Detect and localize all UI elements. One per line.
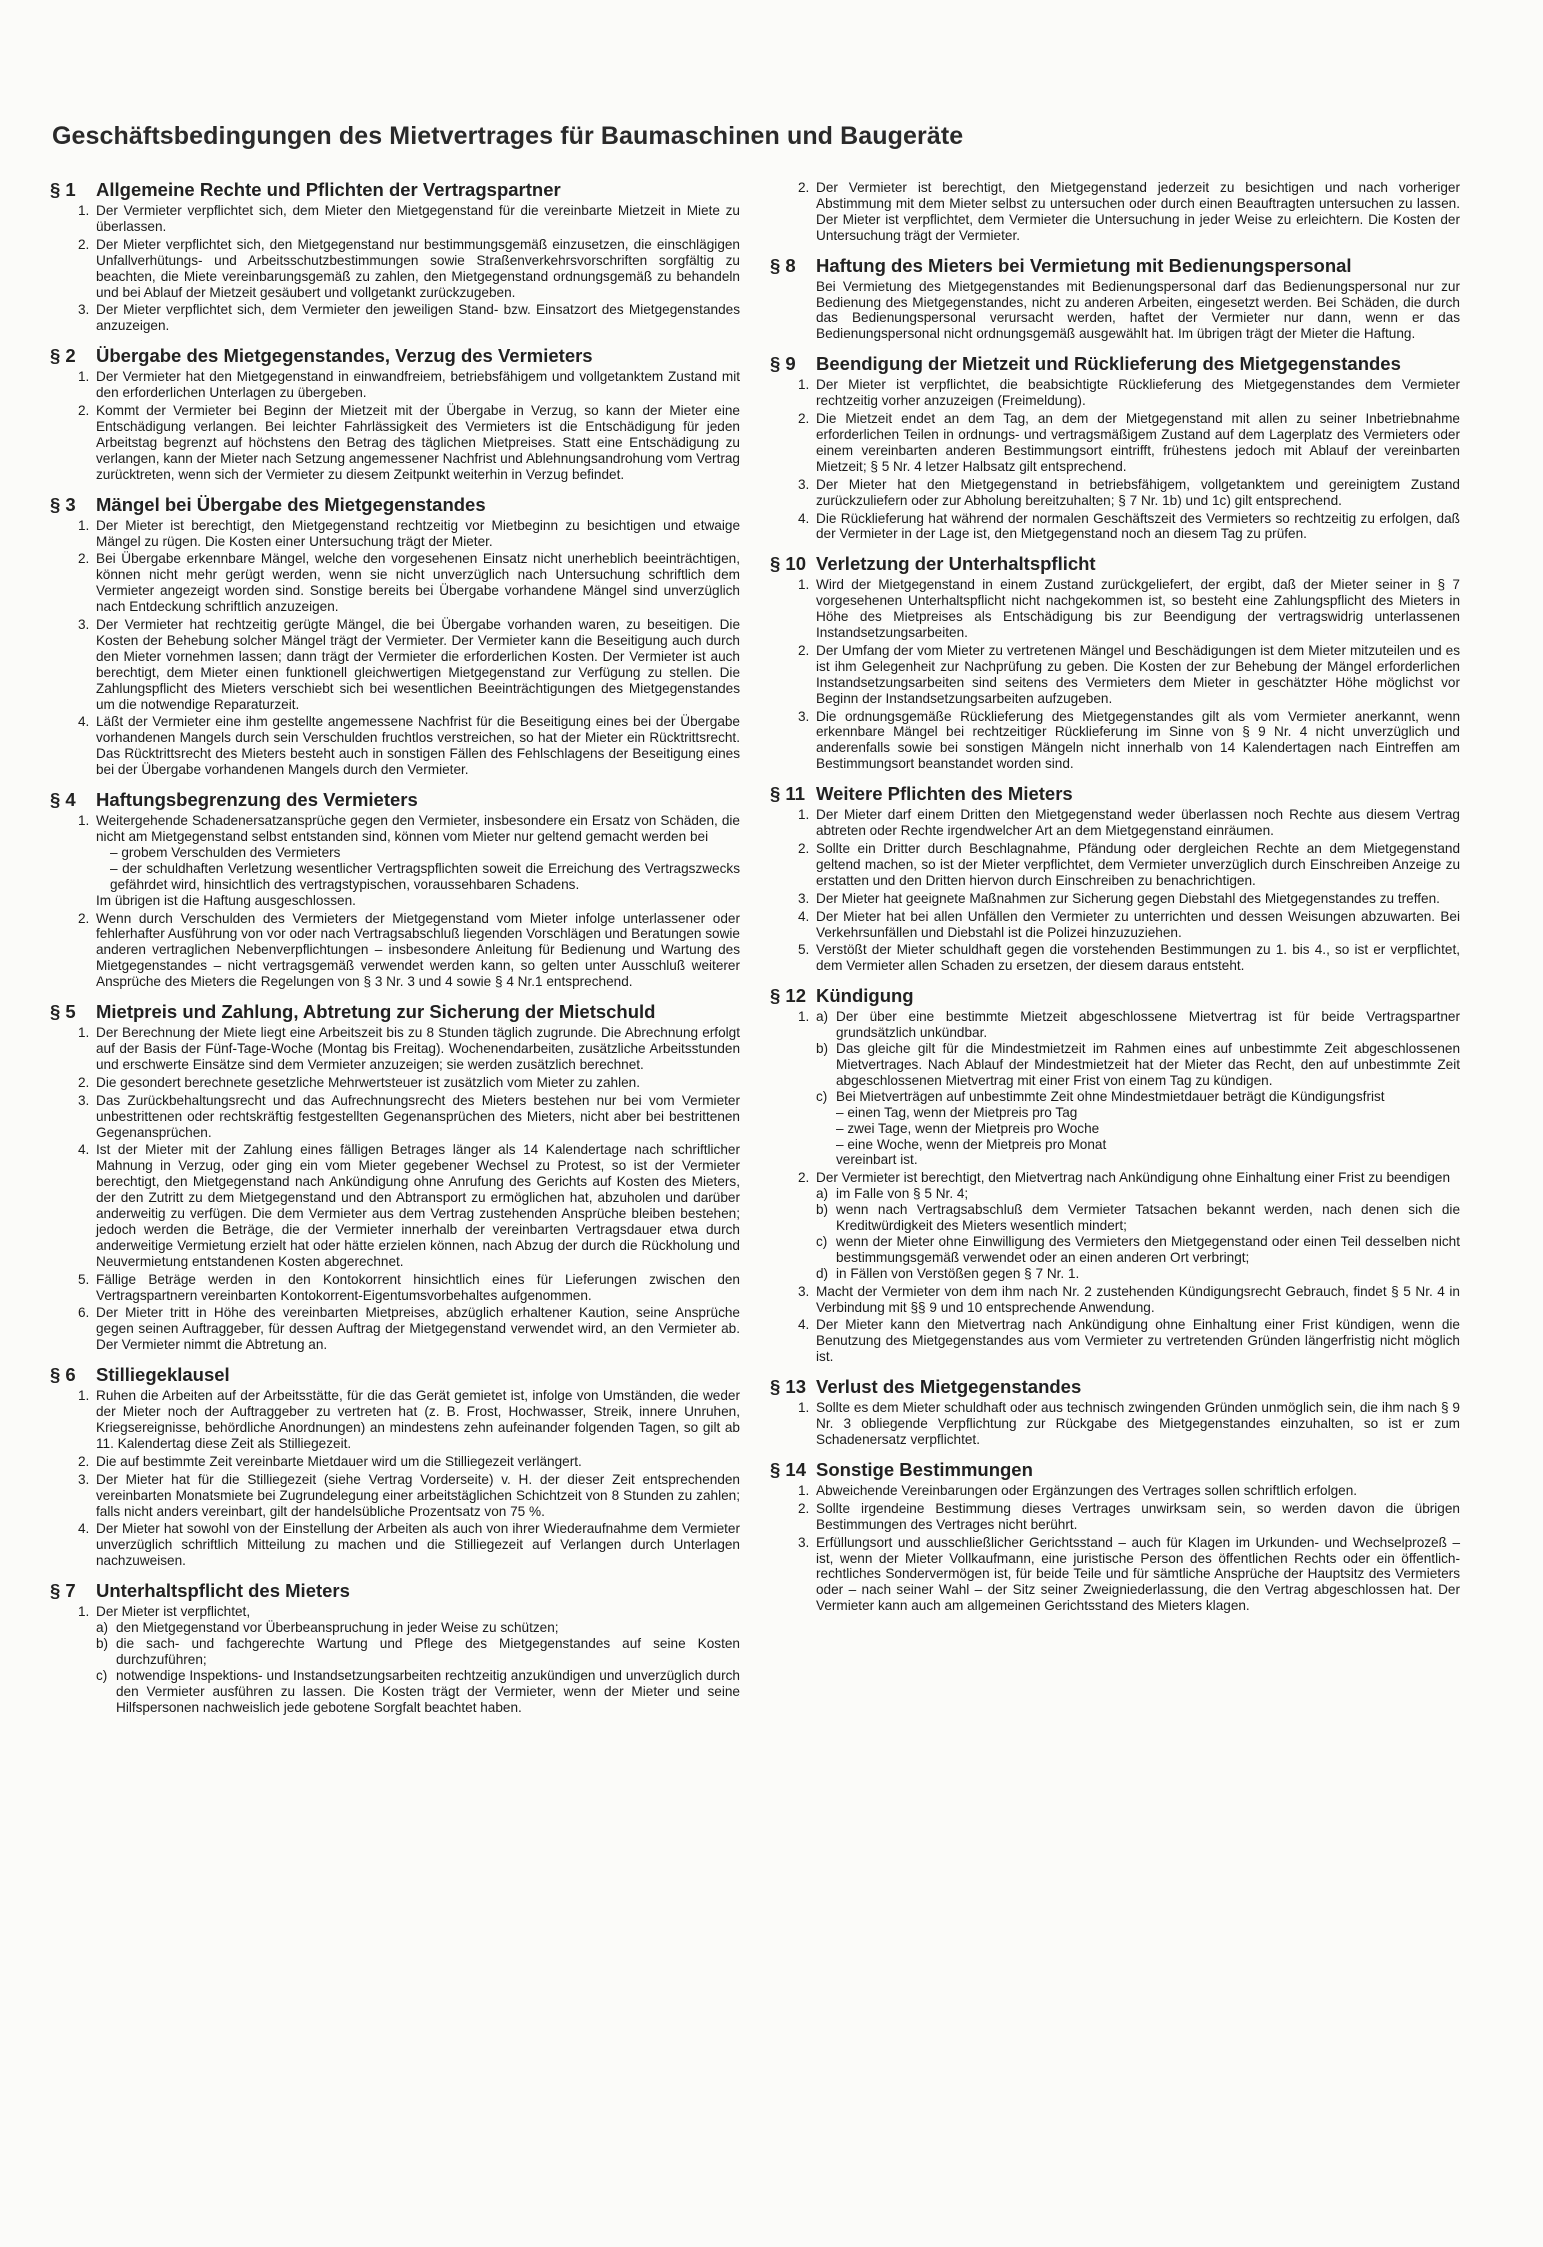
document-title: Geschäftsbedingungen des Mietvertrages für Baumaschinen und Baugeräte bbox=[52, 122, 964, 150]
sub-text: vereinbart ist. bbox=[836, 1152, 918, 1168]
item-number: 1. bbox=[78, 1388, 90, 1404]
item-number: 2. bbox=[78, 1074, 90, 1090]
section-7-continued bbox=[770, 180, 1460, 244]
section-title: Verletzung der Unterhaltspflicht bbox=[816, 553, 1096, 575]
item-number: 1. bbox=[798, 1400, 810, 1416]
item-number: 1. bbox=[78, 203, 90, 218]
list-item bbox=[78, 403, 740, 483]
sub-text: notwendige Inspektions- und Instandsetzungsarbeiten rechtzeitig anzukündigen und unverzüglich durch den Vermieter ausführen zu lassen. Die Kosten trägt der Vermieter, wenn der Mieter und seine Hilfspersonen nachweislich jede gebotene Sorgfalt beachtet haben. bbox=[116, 1667, 740, 1715]
list-item bbox=[78, 1453, 740, 1470]
section-number: § 7 bbox=[50, 1580, 76, 1602]
section-6 bbox=[50, 1365, 740, 1569]
item-number: 2. bbox=[78, 403, 90, 419]
list-item bbox=[798, 1317, 1460, 1365]
item-number: 1. bbox=[78, 517, 90, 533]
sub-list bbox=[816, 1186, 1460, 1281]
item-text: Der Vermieter hat den Mietgegenstand in einwandfreiem, betriebsfähigem und vollgetanktem Zustand mit den erforderlichen Unterlagen zu übergeben. bbox=[96, 369, 740, 401]
section-items bbox=[50, 518, 740, 779]
section-number: § 14 bbox=[770, 1458, 807, 1480]
list-item bbox=[798, 1283, 1460, 1316]
section-8 bbox=[770, 256, 1460, 343]
item-number: 1. bbox=[798, 1482, 810, 1498]
section-number: § 12 bbox=[770, 985, 807, 1007]
section-11 bbox=[770, 784, 1460, 974]
list-item bbox=[798, 476, 1460, 509]
section-title: Stilliegeklausel bbox=[96, 1364, 230, 1386]
item-number: 4. bbox=[78, 714, 90, 730]
item-text: Das Zurückbehaltungsrecht und das Aufrechnungsrecht des Mieters bestehen nur bei vom Vermieter unbestrittenen oder rechtskräftig festgestellten Gegenansprüchen des Mieters, nicht aber bei bestrittenen Gegenansprüchen. bbox=[96, 1092, 740, 1140]
sub-label: c) bbox=[816, 1233, 828, 1249]
item-text: Der Mieter verpflichtet sich, dem Vermieter den jeweiligen Stand- bzw. Einsatzort des Mietgegenstandes anzuzeigen. bbox=[96, 302, 740, 334]
section-title: Haftungsbegrenzung des Vermieters bbox=[96, 789, 418, 811]
item-number: 1. bbox=[798, 1009, 810, 1025]
list-item bbox=[78, 517, 740, 550]
item-text: Läßt der Vermieter eine ihm gestellte angemessene Nachfrist für die Beseitigung eines bei der Übergabe vorhandenen Mangels durch sein Verschulden fruchtlos verstreichen, so hat der Mieter ein Rücktrittsrecht. Das Rücktrittsrecht des Mieters besteht auch in sonstigen Fällen des Fehlschlagens der Beseitigung eines bei der Übergabe vorhandenen Mangels durch den Vermieter. bbox=[96, 714, 740, 778]
list-item bbox=[798, 1170, 1460, 1281]
sub-item bbox=[816, 1041, 1460, 1089]
list-item bbox=[798, 908, 1460, 941]
item-number: 2. bbox=[798, 841, 810, 856]
item-text: Der Mieter tritt in Höhe des vereinbarten Mietpreises, abzüglich erhaltener Kaution, seine Ansprüche gegen seinen Auftraggeber, für dessen Auftrag der Mietgegenstand verwendet wird, an den Vermieter ab. Der Vermieter nimmt die Abtretung an. bbox=[96, 1305, 740, 1353]
item-number: 4. bbox=[798, 1317, 810, 1333]
item-text: Ist der Mieter mit der Zahlung eines fälligen Betrages länger als 14 Kalendertage nach schriftlicher Mahnung in Verzug, oder ging ein vom Mieter gegebener Wechsel zu Protest, so ist der Vermieter berechtigt, den Mietgegenstand nach Ankündigung ohne Anrufung des Gerichts auf Kosten des Mieters, der den Zutritt zu dem Mietgegenstand und den Abtransport zu ermöglichen hat, abzuholen und darüber anderweitig zu verfügen. Die dem Vermieter aus dem Vertrag zustehenden Ansprüche bleiben bestehen; jedoch werden die Beträge, die der Vermieter innerhalb der vereinbarten Vertragsdauer etwa durch anderweitige Vermietung erzielt hat oder hätte erzielen können, nach Abzug der durch die Rückholung und Neuvermietung entstandenen Kosten abgerechnet. bbox=[96, 1142, 740, 1269]
list-item bbox=[798, 890, 1460, 907]
item-number: 4. bbox=[798, 908, 810, 924]
item-text: Der Mieter hat sowohl von der Einstellung der Arbeiten als auch von ihrer Wiederaufnahme dem Vermieter unverzüglich schriftlich Mitteilung zu machen und die Stilliegezeit auf Verlangen durch Unterlagen nachzuweisen. bbox=[96, 1521, 740, 1569]
item-number: 1. bbox=[798, 577, 810, 593]
item-number: 3. bbox=[798, 1534, 810, 1550]
section-text: Bei Vermietung des Mietgegenstandes mit Bedienungspersonal darf das Bedienungspersonal nur zur Bedienung des Mietgegenstandes, nicht zu anderen Arbeiten, eingesetzt werden. Bei Schäden, die durch das Bedienungspersonal verursacht werden, haftet der Vermieter nur dann, wenn er das Bedienungspersonal nicht ordnungsgemäß ausgewählt hat. Im übrigen trägt der Mieter die Haftung. bbox=[816, 278, 1460, 342]
list-item bbox=[78, 714, 740, 778]
section-items bbox=[770, 180, 1460, 244]
sub-text: Der über eine bestimmte Mietzeit abgeschlossene Mietvertrag ist für beide Vertragspartner grundsätzlich unkündbar. bbox=[836, 1009, 1460, 1041]
item-text: Die auf bestimmte Zeit vereinbarte Mietdauer wird um die Stilliegezeit verlängert. bbox=[96, 1453, 582, 1469]
item-number: 3. bbox=[78, 617, 90, 633]
section-items bbox=[770, 577, 1460, 772]
item-text: Fällige Beträge werden in den Kontokorrent hinsichtlich eines für Lieferungen zwischen den Vertragspartnern vereinbarten Kontokorrent-Eigentumsvorbehaltes aufgenommen. bbox=[96, 1271, 740, 1303]
item-number: 2. bbox=[78, 910, 90, 926]
list-item bbox=[798, 841, 1460, 889]
list-item bbox=[78, 1142, 740, 1269]
dash-line: – einen Tag, wenn der Mietpreis pro Tag bbox=[836, 1104, 1078, 1120]
left-column bbox=[50, 180, 740, 1728]
section-title: Übergabe des Mietgegenstandes, Verzug des Vermieters bbox=[96, 345, 593, 367]
item-number: 5. bbox=[78, 1271, 90, 1287]
sub-label: c) bbox=[816, 1088, 828, 1104]
section-5 bbox=[50, 1002, 740, 1353]
item-number: 3. bbox=[798, 890, 810, 906]
section-number: § 9 bbox=[770, 353, 796, 375]
item-text: Der Mieter hat für die Stilliegezeit (siehe Vertrag Vorderseite) v. H. der dieser Zeit entsprechenden vereinbarten Monatsmiete bei Zugrundelegung einer arbeitstäglichen Schichtzeit von 8 Stunden zu zahlen; falls nicht anders vereinbart, gilt der handelsübliche Prozentsatz von 75 %. bbox=[96, 1471, 740, 1519]
section-title: Haftung des Mieters bei Vermietung mit Bedienungspersonal bbox=[816, 254, 1352, 276]
section-title: Sonstige Bestimmungen bbox=[816, 1458, 1033, 1480]
section-3 bbox=[50, 495, 740, 779]
item-text: Die ordnungsgemäße Rücklieferung des Mietgegenstandes gilt als vom Vermieter anerkannt, wenn erkennbare Mängel bei rechtzeitiger Rücklieferung im Sinne von § 9 Nr. 4 nicht unverzüglich und anderenfalls sowie bei sonstigen Mängeln nicht innerhalb von 14 Kalendertagen nach Eintreffen am Bestimmungsort beanstandet worden sind. bbox=[816, 708, 1460, 772]
item-text: Der Mieter darf einem Dritten den Mietgegenstand weder überlassen noch Rechte aus diesem Vertrag abtreten oder Rechte irgendwelcher Art an dem Mietgegenstand einräumen. bbox=[816, 807, 1460, 839]
section-items bbox=[50, 1388, 740, 1569]
item-text: Der Mieter hat den Mietgegenstand in betriebsfähigem, vollgetanktem und gereinigtem Zustand zurückzuliefern oder zur Abholung bereitzuhalten; § 7 Nr. 1b) und 1c) gilt entsprechend. bbox=[816, 476, 1460, 508]
item-number: 2. bbox=[798, 1500, 810, 1516]
sub-label: a) bbox=[96, 1620, 109, 1636]
item-text: Der Mieter verpflichtet sich, den Mietgegenstand nur bestimmungsgemäß einzusetzen, die einschlägigen Unfallverhütungs- und Arbeitsschutzbestimmungen sowie Straßenverkehrsvorschriften sorgfältig zu beachten, die Miete vereinbarungsgemäß zu zahlen, den Mietgegenstand ordnungsgemäß zu behandeln und bei Ablauf der Mietzeit gesäubert und vollgetankt zurückzugeben. bbox=[96, 236, 740, 300]
section-items bbox=[770, 377, 1460, 542]
sub-text: Bei Mietverträgen auf unbestimmte Zeit ohne Mindestmietdauer beträgt die Kündigungsfrist bbox=[836, 1088, 1385, 1104]
item-text: Sollte es dem Mieter schuldhaft oder aus technisch zwingenden Gründen unmöglich sein, die ihm nach § 9 Nr. 3 obliegende Verpflichtung zur Rückgabe des Mietgegenstandes einzuhalten, so ist er zum Schadenersatz verpflichtet. bbox=[816, 1400, 1460, 1447]
section-title: Weitere Pflichten des Mieters bbox=[816, 783, 1073, 805]
item-number: 3. bbox=[78, 302, 90, 318]
item-text: Erfüllungsort und ausschließlicher Gerichtsstand – auch für Klagen im Urkunden- und Wechselprozeß – ist, wenn der Mieter Vollkaufmann, eine juristische Person des öffentlichen Rechts oder ein öffentlich-rechtliches Sondervermögen ist, für beide Teile und für sämtliche Ansprüche der Hauptsitz des Vermieters oder – nach seiner Wahl – der Sitz seiner Zweigniederlassung, die den Vertrag abgeschlossen hat. Der Vermieter kann auch am allgemeinen Gerichtsstand des Mieters klagen. bbox=[816, 1534, 1460, 1614]
section-title: Mängel bei Übergabe des Mietgegenstandes bbox=[96, 493, 486, 515]
section-items bbox=[770, 1483, 1460, 1614]
section-10 bbox=[770, 554, 1460, 772]
list-item bbox=[78, 369, 740, 401]
section-title: Verlust des Mietgegenstandes bbox=[816, 1376, 1082, 1398]
item-text: Der Vermieter ist berechtigt, den Mietvertrag nach Ankündigung ohne Einhaltung einer Frist zu beendigen bbox=[816, 1170, 1451, 1186]
list-item bbox=[78, 1471, 740, 1520]
sub-item bbox=[96, 1620, 740, 1636]
item-text: Wird der Mietgegenstand in einem Zustand zurückgeliefert, der ergibt, daß der Mieter seiner in § 7 vorgesehenen Unterhaltspflicht nicht nachgekommen ist, so besteht eine Zahlungspflicht des Mieters in Höhe des Mietpreises als Entschädigung bis zur Beendigung der vertragswidrig unterlassenen Instandsetzungsarbeiten. bbox=[816, 577, 1460, 641]
section-number: § 13 bbox=[770, 1376, 807, 1398]
item-text: Der Vermieter hat rechtzeitig gerügte Mängel, die bei Übergabe vorhanden waren, zu beseitigen. Die Kosten der Behebung solcher Mängel trägt der Vermieter. Der Vermieter kann die Beseitigung auch durch den Mieter vornehmen lassen; dann trägt der Vermieter die erforderlichen Kosten. Der Vermieter ist auch berechtigt, dem Mieter einen funktionell gleichwertigen Mietgegenstand zur Verfügung zu stellen. Die Zahlungspflicht des Mieters verschiebt sich bei wesentlichen Beeinträchtigungen des Mietgegenstandes um die notwendige Reparaturzeit. bbox=[96, 617, 740, 712]
sub-label: b) bbox=[816, 1202, 829, 1218]
list-item bbox=[78, 1521, 740, 1569]
list-item bbox=[798, 1500, 1460, 1533]
item-text: Sollte irgendeine Bestimmung dieses Vertrages unwirksam sein, so werden davon die übrigen Bestimmungen des Vertrages nicht berührt. bbox=[816, 1500, 1460, 1532]
section-items bbox=[50, 1604, 740, 1715]
list-item bbox=[798, 807, 1460, 839]
list-item bbox=[78, 1074, 740, 1091]
section-title: Allgemeine Rechte und Pflichten der Vertragspartner bbox=[96, 179, 561, 200]
dash-line: – der schuldhaften Verletzung wesentlicher Vertragspflichten soweit die Erreichung des Vertragszwecks gefährdet wird, hinsichtlich des vertragstypischen, voraussehbaren Schadens. bbox=[110, 860, 740, 892]
item-text: Verstößt der Mieter schuldhaft gegen die vorstehenden Bestimmungen zu 1. bis 4., so ist er verpflichtet, dem Vermieter allen Schaden zu ersetzen, der diesem daraus entsteht. bbox=[816, 942, 1460, 974]
item-number: 2. bbox=[78, 236, 90, 252]
sub-label: b) bbox=[816, 1041, 829, 1057]
list-item bbox=[78, 1388, 740, 1452]
item-number: 1. bbox=[798, 807, 810, 823]
item-text: Abweichende Vereinbarungen oder Ergänzungen des Vertrages sollen schriftlich erfolgen. bbox=[816, 1482, 1358, 1498]
item-number: 3. bbox=[798, 476, 810, 492]
section-title: Unterhaltspflicht des Mieters bbox=[96, 1580, 350, 1602]
list-item bbox=[78, 302, 740, 334]
section-number: § 4 bbox=[50, 789, 76, 811]
sub-item bbox=[816, 1234, 1460, 1266]
section-number: § 5 bbox=[50, 1001, 76, 1023]
sub-item bbox=[816, 1202, 1460, 1234]
sub-label: b) bbox=[96, 1635, 109, 1651]
sub-item bbox=[96, 1668, 740, 1716]
section-number: § 8 bbox=[770, 254, 796, 276]
sub-text: die sach- und fachgerechte Wartung und Pflege des Mietgegenstandes auf seine Kosten durchzuführen; bbox=[116, 1635, 740, 1667]
sub-text: wenn nach Vertragsabschluß dem Vermieter Tatsachen bekannt werden, nach denen sich die Kreditwürdigkeit des Mieters wesentlich mindert; bbox=[836, 1202, 1460, 1234]
item-number: 2. bbox=[78, 551, 90, 567]
item-number: 1. bbox=[78, 1025, 90, 1041]
item-number: 4. bbox=[78, 1521, 90, 1537]
item-text: Der Berechnung der Miete liegt eine Arbeitszeit bis zu 8 Stunden täglich zugrunde. Die Abrechnung erfolgt auf der Basis der Fünf-Tage-Woche (Montag bis Freitag). Wochenendarbeiten, zusätzliche Arbeitsstunden und erschwerte Einsätze sind dem Vermieter anzuzeigen; sie werden zusätzlich berechnet. bbox=[96, 1025, 740, 1072]
section-items bbox=[50, 203, 740, 334]
sub-list bbox=[816, 1009, 1460, 1168]
sub-label: a) bbox=[816, 1009, 829, 1025]
section-items bbox=[770, 807, 1460, 974]
item-text: Ruhen die Arbeiten auf der Arbeitsstätte, für die das Gerät gemietet ist, infolge von Umständen, die weder der Mieter noch der Auftraggeber zu vertreten hat (z. B. Frost, Hochwasser, Streik, innere Unruhen, Kriegsereignisse, behördliche Anordnungen) an mindestens zehn aufeinander folgenden Tagen, so gilt ab 11. Kalendertag diese Zeit als Stilliegezeit. bbox=[96, 1388, 740, 1451]
item-text: Die Rücklieferung hat während der normalen Geschäftszeit des Vermieters so rechtzeitig zu erfolgen, daß der Vermieter in der Lage ist, den Mietgegenstand noch an diesem Tag zu prüfen. bbox=[816, 510, 1460, 542]
dash-line: – zwei Tage, wenn der Mietpreis pro Woche bbox=[836, 1120, 1100, 1136]
item-number: 3. bbox=[78, 1471, 90, 1487]
section-13 bbox=[770, 1377, 1460, 1448]
list-item bbox=[798, 577, 1460, 641]
sub-text: Das gleiche gilt für die Mindestmietzeit im Rahmen eines auf unbestimmte Zeit abgeschlossenen Mietvertrages. Nach Ablauf der Mindestmietzeit hat der Mieter das Recht, den auf unbestimmte Zeit abgeschlossenen Mietvertrag mit einer Frist von einem Tag zu kündigen. bbox=[836, 1041, 1460, 1088]
item-text: Die Mietzeit endet an dem Tag, an dem der Mietgegenstand mit allen zu seiner Inbetriebnahme erforderlichen Teilen in ordnungs- und vertragsmäßigem Zustand auf dem Lagerplatz des Vermieters oder einem vereinbarten anderen Bestimmungsort eintrifft, frühestens jedoch mit Ablauf der vereinbarten Mietzeit; § 5 Nr. 4 letzer Halbsatz gilt entsprechend. bbox=[816, 411, 1460, 474]
item-number: 2. bbox=[798, 411, 810, 427]
section-items bbox=[770, 1400, 1460, 1448]
list-item bbox=[798, 942, 1460, 974]
sub-label: c) bbox=[96, 1667, 108, 1683]
section-items bbox=[770, 1284, 1460, 1366]
sub-item bbox=[816, 1009, 1460, 1041]
item-text: Der Mieter kann den Mietvertrag nach Ankündigung ohne Einhaltung einer Frist kündigen, wenn die Benutzung des Mietgegenstandes aus vom Vermieter zu vertretenden Gründen längerfristig nicht möglich ist. bbox=[816, 1317, 1460, 1365]
sub-item bbox=[96, 1636, 740, 1668]
section-number: § 2 bbox=[50, 345, 76, 367]
section-2 bbox=[50, 346, 740, 482]
item-text: Der Mieter hat bei allen Unfällen den Vermieter zu unterrichten und dessen Weisungen abzuwarten. Bei Verkehrsunfällen und Diebstahl ist die Polizei hinzuzuziehen. bbox=[816, 908, 1460, 940]
item-number: 5. bbox=[798, 942, 810, 958]
list-item bbox=[798, 180, 1460, 244]
section-number: § 11 bbox=[770, 783, 805, 805]
list-item bbox=[798, 411, 1460, 475]
item-text: Bei Übergabe erkennbare Mängel, welche den vorgesehenen Einsatz nicht unerheblich beeinträchtigen, können nicht mehr gerügt werden, wenn sie nicht unverzüglich nach Untersuchung schriftlich dem Vermieter angezeigt worden sind. Sonstige bereits bei Übergabe vorhandene Mängel sind unverzüglich nach Entdeckung schriftlich anzuzeigen. bbox=[96, 551, 740, 615]
item-text: Macht der Vermieter von dem ihm nach Nr. 2 zustehenden Kündigungsrecht Gebrauch, findet § 5 Nr. 4 in Verbindung mit §§ 9 und 10 entsprechende Anwendung. bbox=[816, 1283, 1460, 1315]
list-item bbox=[78, 813, 740, 908]
item-text: Der Mieter ist verpflichtet, die beabsichtigte Rücklieferung des Mietgegenstandes dem Vermieter rechtzeitig vorher anzuzeigen (Freimeldung). bbox=[816, 377, 1460, 409]
item-text: Der Mieter ist berechtigt, den Mietgegenstand rechtzeitig vor Mietbeginn zu besichtigen und etwaige Mängel zu rügen. Die Kosten einer Untersuchung trägt der Mieter. bbox=[96, 517, 740, 549]
dash-line: – grobem Verschulden des Vermieters bbox=[110, 844, 341, 860]
list-item bbox=[798, 1482, 1460, 1499]
item-text: Kommt der Vermieter bei Beginn der Mietzeit mit der Übergabe in Verzug, so kann der Mieter eine Entschädigung verlangen. Bei leichter Fahrlässigkeit des Vermieters ist die Entschädigung für jeden Arbeitstag begrenzt auf höchstens den Betrag des täglichen Mietpreises. Statt eine Entschädigung zu verlangen, kann der Mieter nach Setzung angemessener Nachfrist und Ablehnungsandrohung vom Vertrag zurücktreten, wenn sich der Vermieter zu diesem Zeitpunkt weiterhin in Verzug befindet. bbox=[96, 403, 740, 482]
item-text: Die gesondert berechnete gesetzliche Mehrwertsteuer ist zusätzlich vom Mieter zu zahlen. bbox=[96, 1074, 641, 1090]
item-number: 1. bbox=[78, 369, 90, 385]
section-7 bbox=[50, 1581, 740, 1715]
list-item bbox=[798, 510, 1460, 543]
list-item bbox=[78, 1025, 740, 1073]
item-text: Der Mieter ist verpflichtet, bbox=[96, 1604, 251, 1620]
right-column bbox=[770, 180, 1460, 1626]
section-items bbox=[50, 1025, 740, 1353]
list-item bbox=[798, 1534, 1460, 1615]
list-item bbox=[798, 708, 1460, 773]
item-text: Der Vermieter verpflichtet sich, dem Mieter den Mietgegenstand für die vereinbarte Mietzeit in Miete zu überlassen. bbox=[96, 203, 740, 234]
section-items bbox=[770, 1009, 1460, 1281]
item-number: 4. bbox=[78, 1142, 90, 1158]
item-number: 6. bbox=[78, 1305, 90, 1321]
section-1 bbox=[50, 180, 740, 334]
list-item bbox=[78, 236, 740, 301]
section-9 bbox=[770, 354, 1460, 542]
sub-text: in Fällen von Verstößen gegen § 7 Nr. 1. bbox=[836, 1265, 1080, 1281]
item-text: Sollte ein Dritter durch Beschlagnahme, Pfändung oder dergleichen Rechte an dem Mietgegenstand geltend machen, so ist der Mieter verpflichtet, dem Vermieter unverzüglich durch Einschreiben Anzeige zu erstatten und den Dritten hiervon durch Einschreiben zu benachrichtigen. bbox=[816, 841, 1460, 888]
item-number: 2. bbox=[798, 180, 810, 195]
sub-item bbox=[816, 1186, 1460, 1202]
item-number: 1. bbox=[78, 1604, 90, 1620]
sub-item bbox=[816, 1089, 1460, 1169]
sub-text: im Falle von § 5 Nr. 4; bbox=[836, 1186, 969, 1202]
sub-label: a) bbox=[816, 1186, 829, 1202]
item-text: Im übrigen ist die Haftung ausgeschlossen. bbox=[96, 892, 356, 908]
section-14 bbox=[770, 1460, 1460, 1614]
item-number: 3. bbox=[78, 1092, 90, 1108]
list-item bbox=[78, 203, 740, 235]
list-item bbox=[78, 551, 740, 615]
sub-text: den Mietgegenstand vor Überbeanspruchung in jeder Weise zu schützen; bbox=[116, 1620, 559, 1636]
item-number: 4. bbox=[798, 510, 810, 526]
list-item bbox=[798, 1009, 1460, 1168]
section-title: Beendigung der Mietzeit und Rücklieferung des Mietgegenstandes bbox=[816, 353, 1401, 375]
item-text: Der Vermieter ist berechtigt, den Mietgegenstand jederzeit zu besichtigen und nach vorheriger Abstimmung mit dem Mieter selbst zu untersuchen oder durch einen Beauftragten untersuchen zu lassen. Der Mieter ist verpflichtet, dem Vermieter die Untersuchung in jeder Weise zu erleichtern. Die Kosten der Untersuchung trägt der Vermieter. bbox=[816, 180, 1460, 243]
list-item bbox=[798, 642, 1460, 707]
section-items bbox=[50, 369, 740, 482]
sub-list bbox=[96, 1620, 740, 1715]
item-number: 1. bbox=[798, 377, 810, 393]
item-number: 2. bbox=[798, 1170, 810, 1186]
list-item bbox=[78, 1092, 740, 1141]
section-number: § 1 bbox=[50, 179, 76, 200]
item-text: Der Umfang der vom Mieter zu vertretenen Mängel und Beschädigungen ist dem Mieter mitzuteilen und es ist ihm Gelegenheit zur Nachprüfung zu geben. Die Kosten der zur Behebung der Mängel erforderlichen Instandsetzungsarbeiten sind seitens des Vermieters dem Mieter in geschätzter Höhe möglichst vor Beginn der Instandsetzungsarbeiten aufzugeben. bbox=[816, 642, 1460, 706]
item-number: 3. bbox=[798, 1283, 810, 1299]
list-item bbox=[78, 617, 740, 712]
item-number: 2. bbox=[798, 642, 810, 658]
item-number: 2. bbox=[78, 1453, 90, 1469]
item-text: Der Mieter hat geeignete Maßnahmen zur Sicherung gegen Diebstahl des Mietgegenstandes zu treffen. bbox=[816, 890, 1440, 906]
list-item bbox=[78, 1604, 740, 1715]
list-item bbox=[798, 377, 1460, 409]
list-item bbox=[798, 1400, 1460, 1448]
sub-text: wenn der Mieter ohne Einwilligung des Vermieters den Mietgegenstand oder einen Teil desselben nicht bestimmungsgemäß verwendet oder an einen anderen Ort verbringt; bbox=[836, 1233, 1460, 1265]
list-item bbox=[78, 1271, 740, 1304]
section-number: § 3 bbox=[50, 493, 76, 515]
section-12 bbox=[770, 986, 1460, 1365]
sub-item bbox=[816, 1266, 1460, 1282]
section-items bbox=[50, 813, 740, 990]
item-number: 3. bbox=[798, 708, 810, 724]
section-title: Kündigung bbox=[816, 985, 914, 1007]
list-item bbox=[78, 1305, 740, 1353]
item-number: 1. bbox=[78, 813, 90, 829]
item-text: Wenn durch Verschulden des Vermieters der Mietgegenstand vom Mieter infolge unterlassener oder fehlerhafter Ausführung von vor oder nach Vertragsabschluß liegenden Vorschlägen und Beratungen sowie anderen vertraglichen Nebenverpflichtungen – insbesondere Anleitung für Bedienung und Wartung des Mietgegenstandes – nicht vertragsgemäß verwendet werden kann, so gelten unter Ausschluß weiterer Ansprüche des Mieters die Regelungen von § 3 Nr. 3 und 4 sowie § 4 Nr.1 entsprechend. bbox=[96, 910, 740, 990]
section-number: § 10 bbox=[770, 553, 807, 575]
section-title: Mietpreis und Zahlung, Abtretung zur Sicherung der Mietschuld bbox=[96, 1001, 656, 1023]
list-item bbox=[78, 910, 740, 991]
section-number: § 6 bbox=[50, 1364, 76, 1386]
section-4 bbox=[50, 790, 740, 990]
dash-line: – eine Woche, wenn der Mietpreis pro Monat bbox=[836, 1136, 1107, 1152]
item-text: Weitergehende Schadenersatzansprüche gegen den Vermieter, insbesondere ein Ersatz von Schäden, die nicht am Mietgegenstand selbst entstanden sind, können vom Mieter nur geltend gemacht werden bei bbox=[96, 813, 740, 844]
sub-label: d) bbox=[816, 1265, 829, 1281]
